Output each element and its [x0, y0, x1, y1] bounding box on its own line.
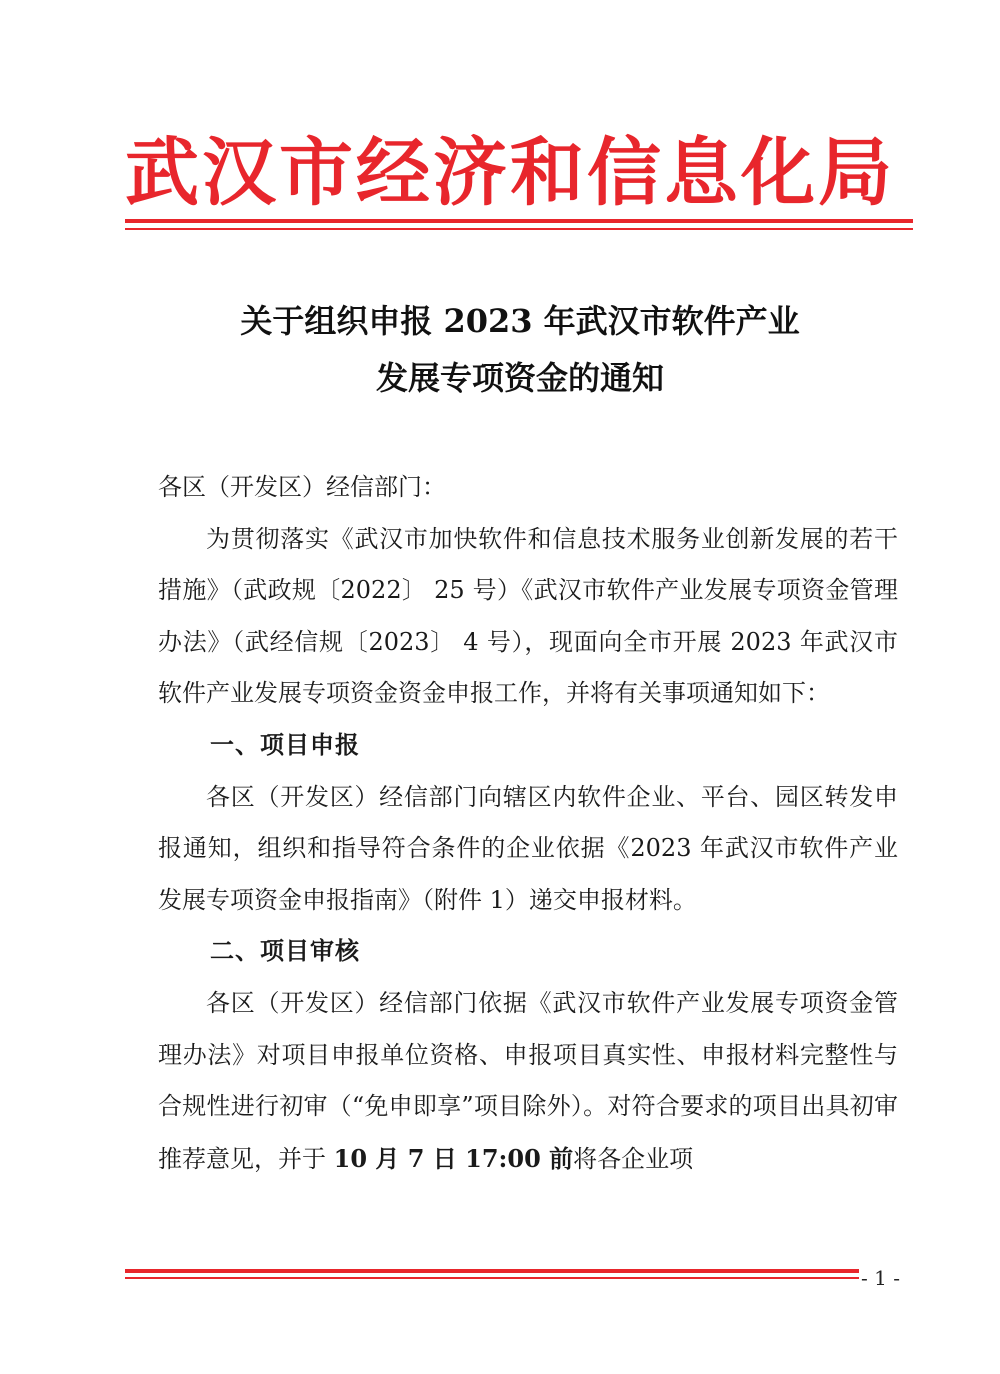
- letterhead-rule-thin: [125, 228, 913, 230]
- section-2-text-before: 各区（开发区）经信部门依据《武汉市软件产业发展专项资金管理办法》对项目申报单位资格、申报项目真实性、申报材料完整性与合规性进行初审（“免申即享”项目除外）。对符合要求的项目出具初审推荐意见，并于: [158, 988, 898, 1173]
- document-body: [158, 462, 898, 1185]
- salutation: 各区（开发区）经信部门：: [158, 473, 446, 501]
- footer-rule-thin: [125, 1277, 900, 1279]
- section-paragraph-1: 各区（开发区）经信部门向辖区内软件企业、平台、园区转发申报通知，组织和指导符合条件的企业依据《2023 年武汉市软件产业发展专项资金申报指南》（附件 1）递交申报材料。: [158, 782, 898, 914]
- document-title-line-1: 关于组织申报 2023 年武汉市软件产业: [240, 302, 800, 340]
- deadline-emphasis: 10 月 7 日 17:00 前: [333, 1143, 574, 1173]
- intro-paragraph: 为贯彻落实《武汉市加快软件和信息技术服务业创新发展的若干措施》（武政规〔2022〕 25 号）《武汉市软件产业发展专项资金管理办法》（武经信规〔2023〕 4 号），现面向全市开展 2023 年武汉市软件产业发展专项资金资金申报工作，并将有关事项通知如下：: [158, 524, 898, 708]
- section-2-text-after: 将各企业项: [573, 1144, 694, 1173]
- page-number: - 1 -: [861, 1266, 900, 1290]
- section-heading-2: 二、项目审核: [210, 937, 360, 966]
- section-paragraph-2: [158, 978, 898, 1185]
- section-heading-1: 一、项目申报: [210, 730, 360, 759]
- footer-rule-thick: [125, 1269, 900, 1273]
- letterhead-rule-thick: [125, 219, 913, 223]
- letterhead-title: 武汉市经济和信息化局: [125, 130, 895, 216]
- document-title-line-2: 发展专项资金的通知: [375, 359, 664, 397]
